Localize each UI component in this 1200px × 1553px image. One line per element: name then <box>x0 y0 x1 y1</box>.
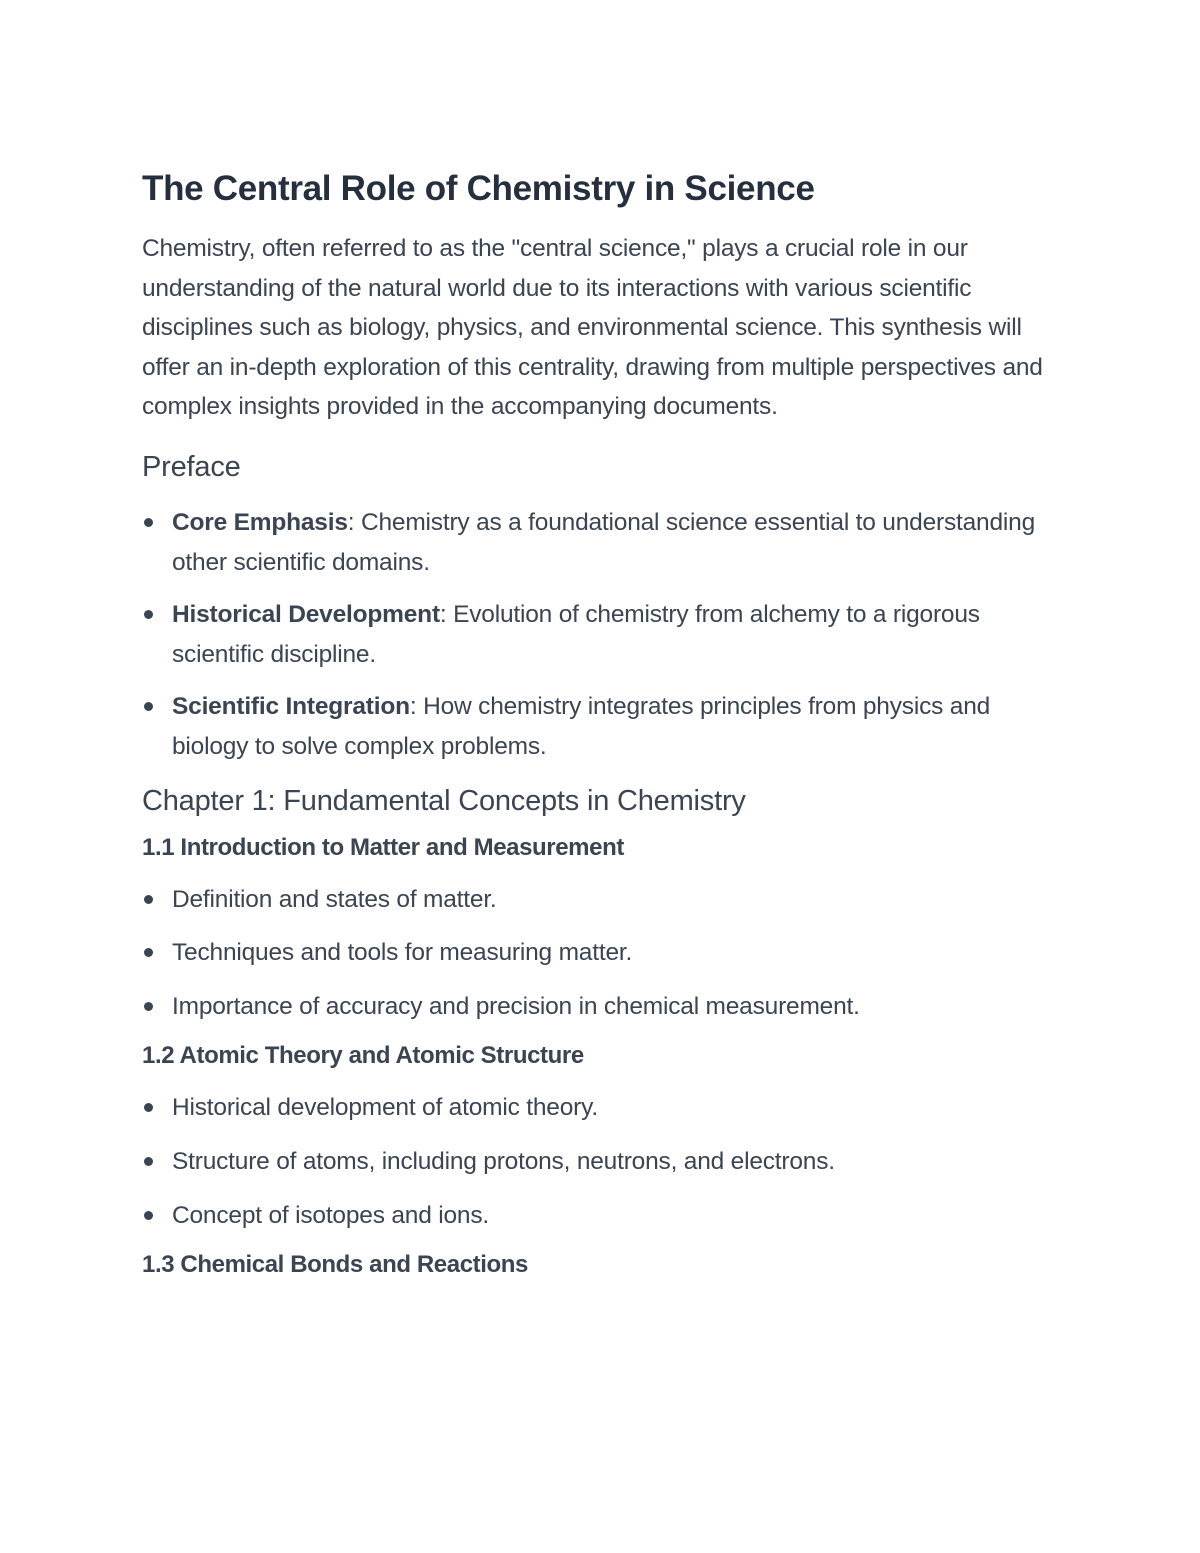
bullet-icon <box>144 518 153 527</box>
list-item <box>142 1088 1062 1128</box>
document-page <box>142 163 1062 1283</box>
preface-list <box>142 503 1062 767</box>
section-1-2-heading: 1.2 Atomic Theory and Atomic Structure <box>142 1042 584 1070</box>
preface-item-label: Historical Development <box>172 601 440 629</box>
bullet-icon <box>144 1103 153 1112</box>
list-item <box>142 1142 1062 1182</box>
list-item-text: Techniques and tools for measuring matter. <box>172 939 633 967</box>
bullet-icon <box>144 948 153 957</box>
section-1-3-heading: 1.3 Chemical Bonds and Reactions <box>142 1251 528 1279</box>
bullet-icon <box>144 1002 153 1011</box>
list-item-text: Structure of atoms, including protons, neutrons, and electrons. <box>172 1147 835 1175</box>
bullet-icon <box>144 1211 153 1220</box>
preface-item-text: : How chemistry integrates principles from physics and biology to solve complex problems. <box>172 693 991 760</box>
preface-item <box>142 595 1062 674</box>
preface-item-label: Core Emphasis <box>172 508 348 536</box>
section-1-1-list <box>142 880 1062 1027</box>
list-item <box>142 987 1062 1027</box>
preface-item-text: : Chemistry as a foundational science essential to understanding other scientific domains. <box>172 508 1036 576</box>
preface-item <box>142 687 1062 766</box>
preface-item-label: Scientific Integration <box>172 693 410 721</box>
preface-item-text: : Evolution of chemistry from alchemy to a rigorous scientific discipline. <box>172 601 980 668</box>
intro-paragraph: Chemistry, often referred to as the "central science," plays a crucial role in our understanding of the natural world due to its interactions with various scientific disciplines such as biology, physics, and environmental science. This synthesis will offer an in-depth exploration of this centrality, drawing from multiple perspectives and complex insights provided in the accompanying documents. <box>142 235 1043 421</box>
bullet-icon <box>144 895 153 904</box>
bullet-icon <box>144 702 153 711</box>
list-item <box>142 880 1062 920</box>
preface-item <box>142 503 1062 582</box>
chapter-1-heading: Chapter 1: Fundamental Concepts in Chemistry <box>142 784 746 817</box>
bullet-icon <box>144 1157 153 1166</box>
list-item <box>142 933 1062 973</box>
list-item-text: Historical development of atomic theory. <box>172 1094 598 1122</box>
preface-heading: Preface <box>142 450 241 483</box>
list-item-text: Importance of accuracy and precision in chemical measurement. <box>172 992 860 1020</box>
bullet-icon <box>144 610 153 619</box>
list-item-text: Definition and states of matter. <box>172 885 497 913</box>
section-1-2-list <box>142 1088 1062 1235</box>
list-item-text: Concept of isotopes and ions. <box>172 1201 489 1229</box>
section-1-1-heading: 1.1 Introduction to Matter and Measurement <box>142 833 624 861</box>
document-title: The Central Role of Chemistry in Science <box>142 169 815 208</box>
list-item <box>142 1196 1062 1236</box>
